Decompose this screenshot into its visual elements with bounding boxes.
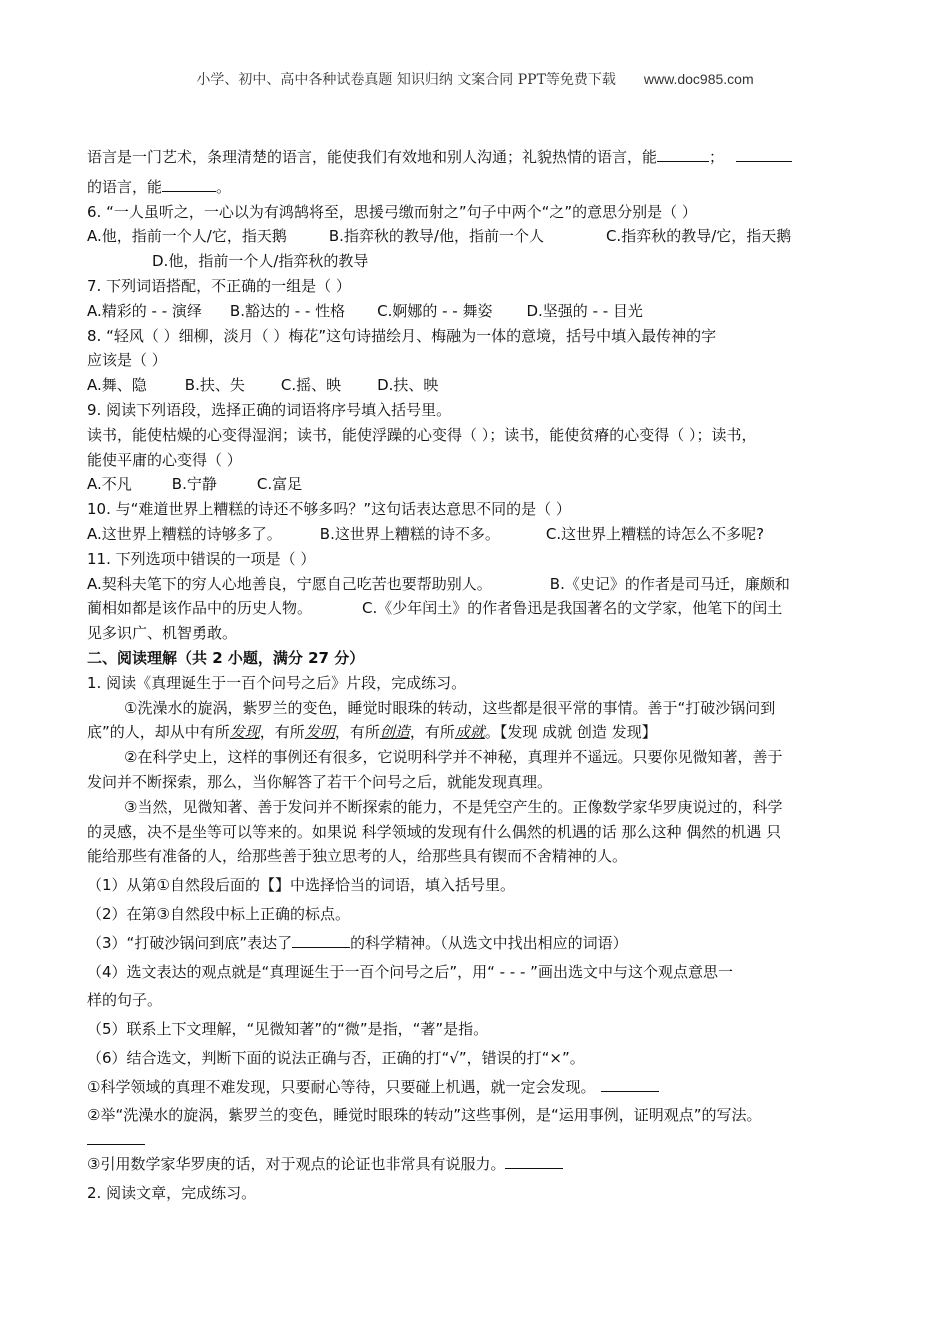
document-body — [87, 145, 863, 1206]
sub-question-4-line-1: （4）选文表达的观点就是“真理诞生于一百个问号之后”，用“ - - - ”画出选文中与这个观点意思一 — [87, 962, 733, 981]
filled-word: 成就 — [454, 723, 485, 742]
question-6: 6. “一人虽听之，一心以为有鸿鹄将至，思援弓缴而射之”句子中两个“之”的意思分别是（ ） — [87, 202, 697, 221]
option-b: B.这世界上糟糕的诗不多。 — [319, 524, 500, 543]
blank — [87, 1129, 145, 1145]
question-8-line-2: 应该是（ ） — [87, 351, 167, 370]
reading-1-stem: 1. 阅读《真理诞生于一百个问号之后》片段，完成练习。 — [87, 673, 467, 692]
option-c: C.摇、映 — [280, 376, 342, 395]
question-11-line-2: 蔺相如都是该作品中的历史人物。 C.《少年闰土》的作者鲁迅是我国著名的文学家，他笔下的闰土 — [87, 599, 783, 618]
question-9-options — [87, 472, 863, 497]
option-c: C.富足 — [256, 475, 303, 494]
paragraph-2-line-1: ②在科学史上，这样的事例还有很多，它说明科学并不神秘，真理并不遥远。只要你见微知著，善于 — [124, 748, 783, 767]
question-9: 9. 阅读下列语段，选择正确的词语将序号填入括号里。 — [87, 400, 452, 419]
question-11-line-3: 见多识广、机智勇敢。 — [87, 624, 238, 643]
sub-question-4-line-2: 样的句子。 — [87, 991, 163, 1010]
option-a: A.舞、隐 — [87, 376, 147, 395]
question-7: 7. 下列词语搭配，不正确的一组是（ ） — [87, 276, 351, 295]
paragraph-1-line-1: ①洗澡水的旋涡，紫罗兰的变色，睡觉时眼珠的转动，这些都是很平常的事情。善于“打破沙锅问到 — [124, 698, 776, 717]
option-c: C.《少年闰土》的作者鲁迅是我国著名的文学家，他笔下的闰土 — [362, 599, 783, 618]
question-10: 10. 与“难道世界上糟糕的诗还不够多吗？”这句话表达意思不同的是（ ） — [87, 500, 571, 519]
option-a: A.他，指前一个人/它，指天鹅 — [87, 227, 287, 246]
intro-line-1: 语言是一门艺术，条理清楚的语言，能使我们有效地和别人沟通；礼貌热情的语言，能 ； — [87, 145, 863, 170]
option-a: A.精彩的 - - 演绎 — [87, 301, 202, 320]
question-11: 11. 下列选项中错误的一项是（ ） — [87, 549, 316, 568]
judgement-3: ③引用数学家华罗庚的话，对于观点的论证也非常具有说服力。 — [87, 1152, 863, 1177]
intro-line-2: 的语言，能 。 — [87, 177, 232, 196]
blank — [736, 146, 792, 162]
blank — [505, 1153, 563, 1169]
option-b: B.《史记》的作者是司马迁，廉颇和 — [549, 574, 790, 593]
sub-question-3: （3）“打破沙锅问到底”表达了 的科学精神。（从选文中找出相应的词语） — [87, 933, 628, 952]
paragraph-3-line-1: ③当然，见微知著、善于发问并不断探索的能力，不是凭空产生的。正像数学家华罗庚说过的，科学 — [124, 797, 783, 816]
option-b: B.指弈秋的教导/他，指前一个人 — [328, 227, 544, 246]
judgement-1: ①科学领域的真理不难发现，只要耐心等待，只要碰上机遇，就一定会发现。 — [87, 1075, 863, 1100]
option-c: C.指弈秋的教导/它，指天鹅 — [605, 227, 792, 246]
paragraph-3-line-3: 能给那些有准备的人，给那些善于独立思考的人，给那些具有锲而不舍精神的人。 — [87, 847, 628, 866]
question-9-passage-line-1: 读书，能使枯燥的心变得湿润；读书，能使浮躁的心变得（ ）；读书，能使贫瘠的心变得（ ）；读书， — [87, 425, 757, 444]
page-header — [0, 69, 950, 89]
question-9-passage-line-2: 能使平庸的心变得（ ） — [87, 450, 242, 469]
filled-word: 创造 — [379, 723, 410, 742]
option-c: C.这世界上糟糕的诗怎么不多呢? — [545, 524, 765, 543]
sub-question-2: （2）在第③自然段中标上正确的标点。 — [87, 904, 350, 923]
blank — [657, 146, 709, 162]
sub-question-6: （6）结合选文，判断下面的说法正确与否，正确的打“√”，错误的打“×”。 — [87, 1048, 585, 1067]
blank — [601, 1076, 659, 1092]
option-a: A.这世界上糟糕的诗够多了。 — [87, 524, 282, 543]
question-8-options — [87, 373, 863, 398]
question-6-options-row — [87, 224, 863, 249]
header-site-link[interactable]: www.doc985.com — [643, 71, 754, 87]
judgement-2-blank-line — [87, 1128, 863, 1148]
question-11-line-1 — [87, 572, 863, 597]
question-8-line-1: 8. “轻风（ ）细柳，淡月（ ）梅花”这句诗描绘月、梅融为一体的意境，括号中填入最传神的字 — [87, 326, 717, 345]
option-b: B.扶、失 — [184, 376, 245, 395]
reading-2-stem: 2. 阅读文章，完成练习。 — [87, 1184, 257, 1203]
blank — [162, 176, 216, 192]
option-c: C.婀娜的 - - 舞姿 — [377, 301, 493, 320]
blank — [292, 932, 350, 948]
section-2-heading: 二、阅读理解（共 2 小题，满分 27 分） — [87, 648, 365, 667]
paragraph-2-line-2: 发问并不断探索，那么，当你解答了若干个问号之后，就能发现真理。 — [87, 772, 553, 791]
question-7-options — [87, 299, 863, 324]
paragraph-1-line-2: 底”的人，却从中有所发现，有所发明，有所创造，有所成就。【发现 成就 创造 发现】 — [87, 723, 657, 742]
filled-word: 发现 — [229, 723, 260, 742]
option-b: B.豁达的 - - 性格 — [229, 301, 346, 320]
question-6-option-d — [87, 249, 863, 274]
sub-question-1: （1）从第①自然段后面的【】中选择恰当的词语，填入括号里。 — [87, 876, 515, 895]
question-10-options — [87, 522, 863, 547]
sub-question-5: （5）联系上下文理解，“见微知著”的“微”是指，“著”是指。 — [87, 1020, 489, 1039]
judgement-2: ②举“洗澡水的旋涡，紫罗兰的变色，睡觉时眼珠的转动”这些事例，是“运用事例，证明观点”的写法。 — [87, 1106, 762, 1125]
option-a: A.契科夫笔下的穷人心地善良，宁愿自己吃苦也要帮助别人。 — [87, 574, 492, 593]
option-a: A.不凡 — [87, 475, 132, 494]
filled-word: 发明 — [304, 723, 335, 742]
option-b: B.宁静 — [171, 475, 217, 494]
option-d: D.扶、映 — [377, 376, 439, 395]
header-text: 小学、初中、高中各种试卷真题 知识归纳 文案合同 PPT等免费下载 — [196, 72, 616, 88]
paragraph-3-line-2: 的灵感，决不是坐等可以等来的。如果说 科学领域的发现有什么偶然的机遇的话 那么这种 偶然的机遇 只 — [87, 822, 782, 841]
option-d: D.他，指前一个人/指弈秋的教导 — [152, 252, 369, 271]
option-d: D.坚强的 - - 目光 — [526, 301, 643, 320]
